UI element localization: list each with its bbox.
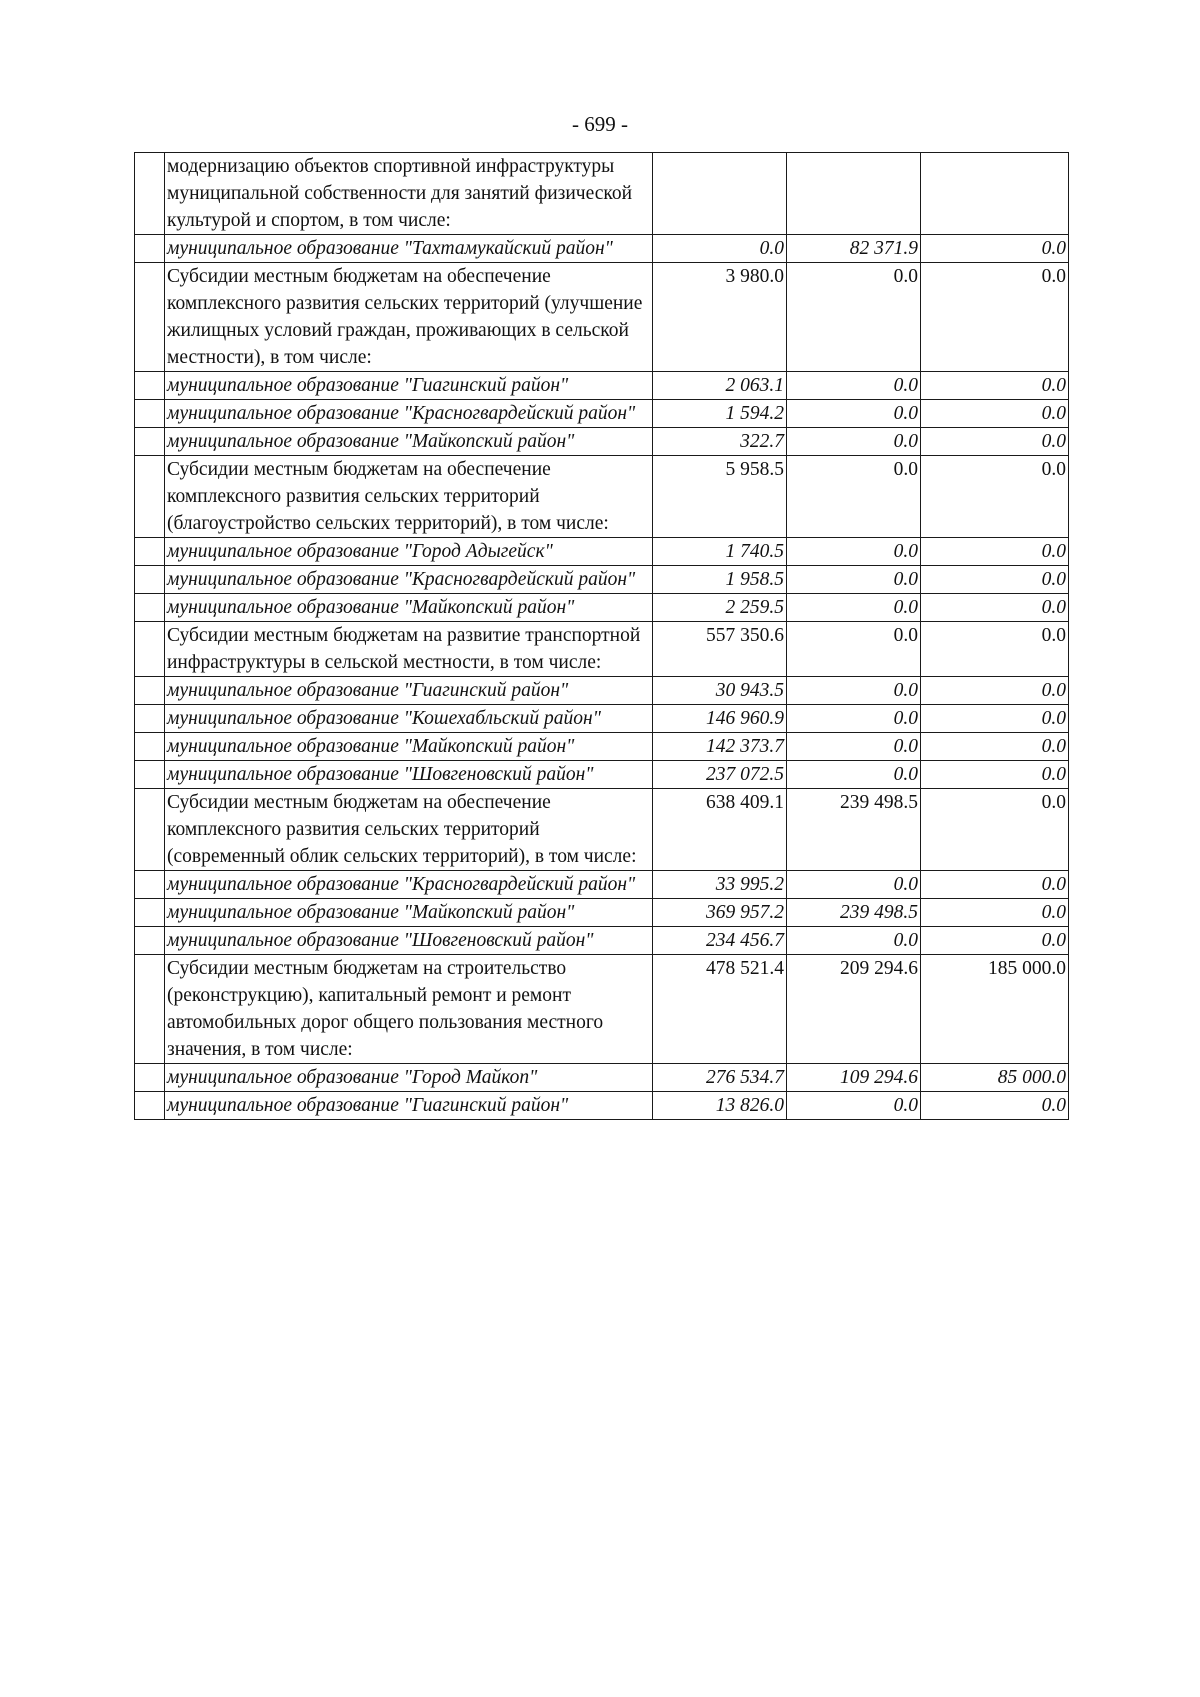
value-cell-col1: 33 995.2: [653, 871, 787, 899]
row-number-cell: [135, 871, 165, 899]
value-cell-col1: 2 259.5: [653, 594, 787, 622]
row-number-cell: [135, 1064, 165, 1092]
value-cell-col3: 0.0: [921, 705, 1069, 733]
value-cell-col3: 0.0: [921, 761, 1069, 789]
value-cell-col3: 0.0: [921, 622, 1069, 677]
value-cell-col2: 0.0: [787, 263, 921, 372]
value-cell-col3: 0.0: [921, 235, 1069, 263]
value-cell-col1: 478 521.4: [653, 955, 787, 1064]
row-number-cell: [135, 955, 165, 1064]
row-name-cell: муниципальное образование "Гиагинский район": [165, 1092, 653, 1120]
table-row: [135, 594, 1069, 622]
row-number-cell: [135, 263, 165, 372]
row-number-cell: [135, 899, 165, 927]
row-number-cell: [135, 622, 165, 677]
value-cell-col3: 0.0: [921, 456, 1069, 538]
value-cell-col2: 0.0: [787, 566, 921, 594]
row-number-cell: [135, 153, 165, 235]
value-cell-col3: [921, 153, 1069, 235]
value-cell-col1: 1 594.2: [653, 400, 787, 428]
table-row: [135, 927, 1069, 955]
row-name-cell: муниципальное образование "Красногвардейский район": [165, 871, 653, 899]
value-cell-col1: 2 063.1: [653, 372, 787, 400]
value-cell-col3: 0.0: [921, 927, 1069, 955]
row-number-cell: [135, 235, 165, 263]
value-cell-col3: 0.0: [921, 372, 1069, 400]
value-cell-col3: 0.0: [921, 871, 1069, 899]
row-number-cell: [135, 927, 165, 955]
value-cell-col3: 0.0: [921, 733, 1069, 761]
row-name-cell: муниципальное образование "Майкопский район": [165, 594, 653, 622]
row-number-cell: [135, 566, 165, 594]
value-cell-col1: 142 373.7: [653, 733, 787, 761]
page-number: - 699 -: [572, 112, 628, 136]
row-name-cell: муниципальное образование "Тахтамукайский район": [165, 235, 653, 263]
budget-table-body: [135, 153, 1069, 1120]
row-name-cell: модернизацию объектов спортивной инфраструктуры муниципальной собственности для занятий физической культурой и спортом, в том числе:: [165, 153, 653, 235]
value-cell-col2: 0.0: [787, 428, 921, 456]
value-cell-col1: 234 456.7: [653, 927, 787, 955]
budget-table: [134, 152, 1069, 1120]
row-name-cell: Субсидии местным бюджетам на обеспечение комплексного развития сельских территорий (благоустройство сельских территорий), в том числе:: [165, 456, 653, 538]
row-name-cell: муниципальное образование "Город Майкоп": [165, 1064, 653, 1092]
value-cell-col1: 276 534.7: [653, 1064, 787, 1092]
value-cell-col3: 0.0: [921, 789, 1069, 871]
value-cell-col2: 0.0: [787, 400, 921, 428]
table-row: [135, 1092, 1069, 1120]
value-cell-col2: 82 371.9: [787, 235, 921, 263]
table-row: [135, 153, 1069, 235]
table-row: [135, 263, 1069, 372]
value-cell-col2: 0.0: [787, 761, 921, 789]
table-row: [135, 622, 1069, 677]
table-row: [135, 871, 1069, 899]
table-row: [135, 428, 1069, 456]
row-name-cell: муниципальное образование "Красногвардейский район": [165, 400, 653, 428]
row-name-cell: муниципальное образование "Гиагинский район": [165, 677, 653, 705]
table-row: [135, 899, 1069, 927]
row-name-cell: муниципальное образование "Шовгеновский район": [165, 927, 653, 955]
table-row: [135, 538, 1069, 566]
value-cell-col2: 0.0: [787, 456, 921, 538]
value-cell-col2: 0.0: [787, 372, 921, 400]
row-number-cell: [135, 428, 165, 456]
value-cell-col1: 1 958.5: [653, 566, 787, 594]
row-number-cell: [135, 538, 165, 566]
value-cell-col1: 146 960.9: [653, 705, 787, 733]
row-name-cell: муниципальное образование "Город Адыгейск": [165, 538, 653, 566]
value-cell-col1: 369 957.2: [653, 899, 787, 927]
value-cell-col1: 30 943.5: [653, 677, 787, 705]
row-number-cell: [135, 733, 165, 761]
row-number-cell: [135, 1092, 165, 1120]
row-name-cell: муниципальное образование "Кошехабльский район": [165, 705, 653, 733]
row-name-cell: муниципальное образование "Гиагинский район": [165, 372, 653, 400]
value-cell-col1: 638 409.1: [653, 789, 787, 871]
value-cell-col3: 0.0: [921, 566, 1069, 594]
value-cell-col2: 209 294.6: [787, 955, 921, 1064]
table-row: [135, 733, 1069, 761]
table-row: [135, 955, 1069, 1064]
table-row: [135, 705, 1069, 733]
table-row: [135, 566, 1069, 594]
row-number-cell: [135, 594, 165, 622]
value-cell-col1: 237 072.5: [653, 761, 787, 789]
row-name-cell: муниципальное образование "Майкопский район": [165, 428, 653, 456]
row-number-cell: [135, 789, 165, 871]
table-row: [135, 761, 1069, 789]
value-cell-col1: 557 350.6: [653, 622, 787, 677]
value-cell-col2: 0.0: [787, 927, 921, 955]
value-cell-col2: 239 498.5: [787, 789, 921, 871]
value-cell-col2: 0.0: [787, 677, 921, 705]
value-cell-col2: 0.0: [787, 594, 921, 622]
value-cell-col3: 0.0: [921, 899, 1069, 927]
value-cell-col2: 0.0: [787, 871, 921, 899]
value-cell-col2: 239 498.5: [787, 899, 921, 927]
value-cell-col3: 0.0: [921, 677, 1069, 705]
row-number-cell: [135, 456, 165, 538]
table-row: [135, 1064, 1069, 1092]
table-row: [135, 789, 1069, 871]
value-cell-col3: 85 000.0: [921, 1064, 1069, 1092]
value-cell-col2: 0.0: [787, 733, 921, 761]
row-number-cell: [135, 761, 165, 789]
value-cell-col2: 0.0: [787, 622, 921, 677]
value-cell-col3: 0.0: [921, 1092, 1069, 1120]
value-cell-col3: 0.0: [921, 263, 1069, 372]
value-cell-col2: 0.0: [787, 538, 921, 566]
value-cell-col1: 0.0: [653, 235, 787, 263]
row-name-cell: Субсидии местным бюджетам на строительство (реконструкцию), капитальный ремонт и ремонт автомобильных дорог общего пользования местного значения, в том числе:: [165, 955, 653, 1064]
value-cell-col2: 0.0: [787, 705, 921, 733]
row-name-cell: муниципальное образование "Майкопский район": [165, 733, 653, 761]
table-row: [135, 372, 1069, 400]
row-number-cell: [135, 372, 165, 400]
row-name-cell: Субсидии местным бюджетам на обеспечение комплексного развития сельских территорий (современный облик сельских территорий), в том числе:: [165, 789, 653, 871]
row-name-cell: муниципальное образование "Красногвардейский район": [165, 566, 653, 594]
table-row: [135, 235, 1069, 263]
value-cell-col3: 0.0: [921, 538, 1069, 566]
table-row: [135, 677, 1069, 705]
value-cell-col3: 185 000.0: [921, 955, 1069, 1064]
value-cell-col2: [787, 153, 921, 235]
value-cell-col3: 0.0: [921, 428, 1069, 456]
row-name-cell: Субсидии местным бюджетам на обеспечение комплексного развития сельских территорий (улучшение жилищных условий граждан, проживающих в сельской местности), в том числе:: [165, 263, 653, 372]
value-cell-col1: 5 958.5: [653, 456, 787, 538]
row-name-cell: муниципальное образование "Шовгеновский район": [165, 761, 653, 789]
row-number-cell: [135, 677, 165, 705]
value-cell-col1: [653, 153, 787, 235]
row-name-cell: муниципальное образование "Майкопский район": [165, 899, 653, 927]
table-row: [135, 456, 1069, 538]
value-cell-col1: 1 740.5: [653, 538, 787, 566]
value-cell-col1: 322.7: [653, 428, 787, 456]
row-name-cell: Субсидии местным бюджетам на развитие транспортной инфраструктуры в сельской местности, в том числе:: [165, 622, 653, 677]
value-cell-col1: 3 980.0: [653, 263, 787, 372]
row-number-cell: [135, 705, 165, 733]
value-cell-col2: 109 294.6: [787, 1064, 921, 1092]
value-cell-col1: 13 826.0: [653, 1092, 787, 1120]
value-cell-col3: 0.0: [921, 594, 1069, 622]
table-row: [135, 400, 1069, 428]
value-cell-col3: 0.0: [921, 400, 1069, 428]
row-number-cell: [135, 400, 165, 428]
value-cell-col2: 0.0: [787, 1092, 921, 1120]
